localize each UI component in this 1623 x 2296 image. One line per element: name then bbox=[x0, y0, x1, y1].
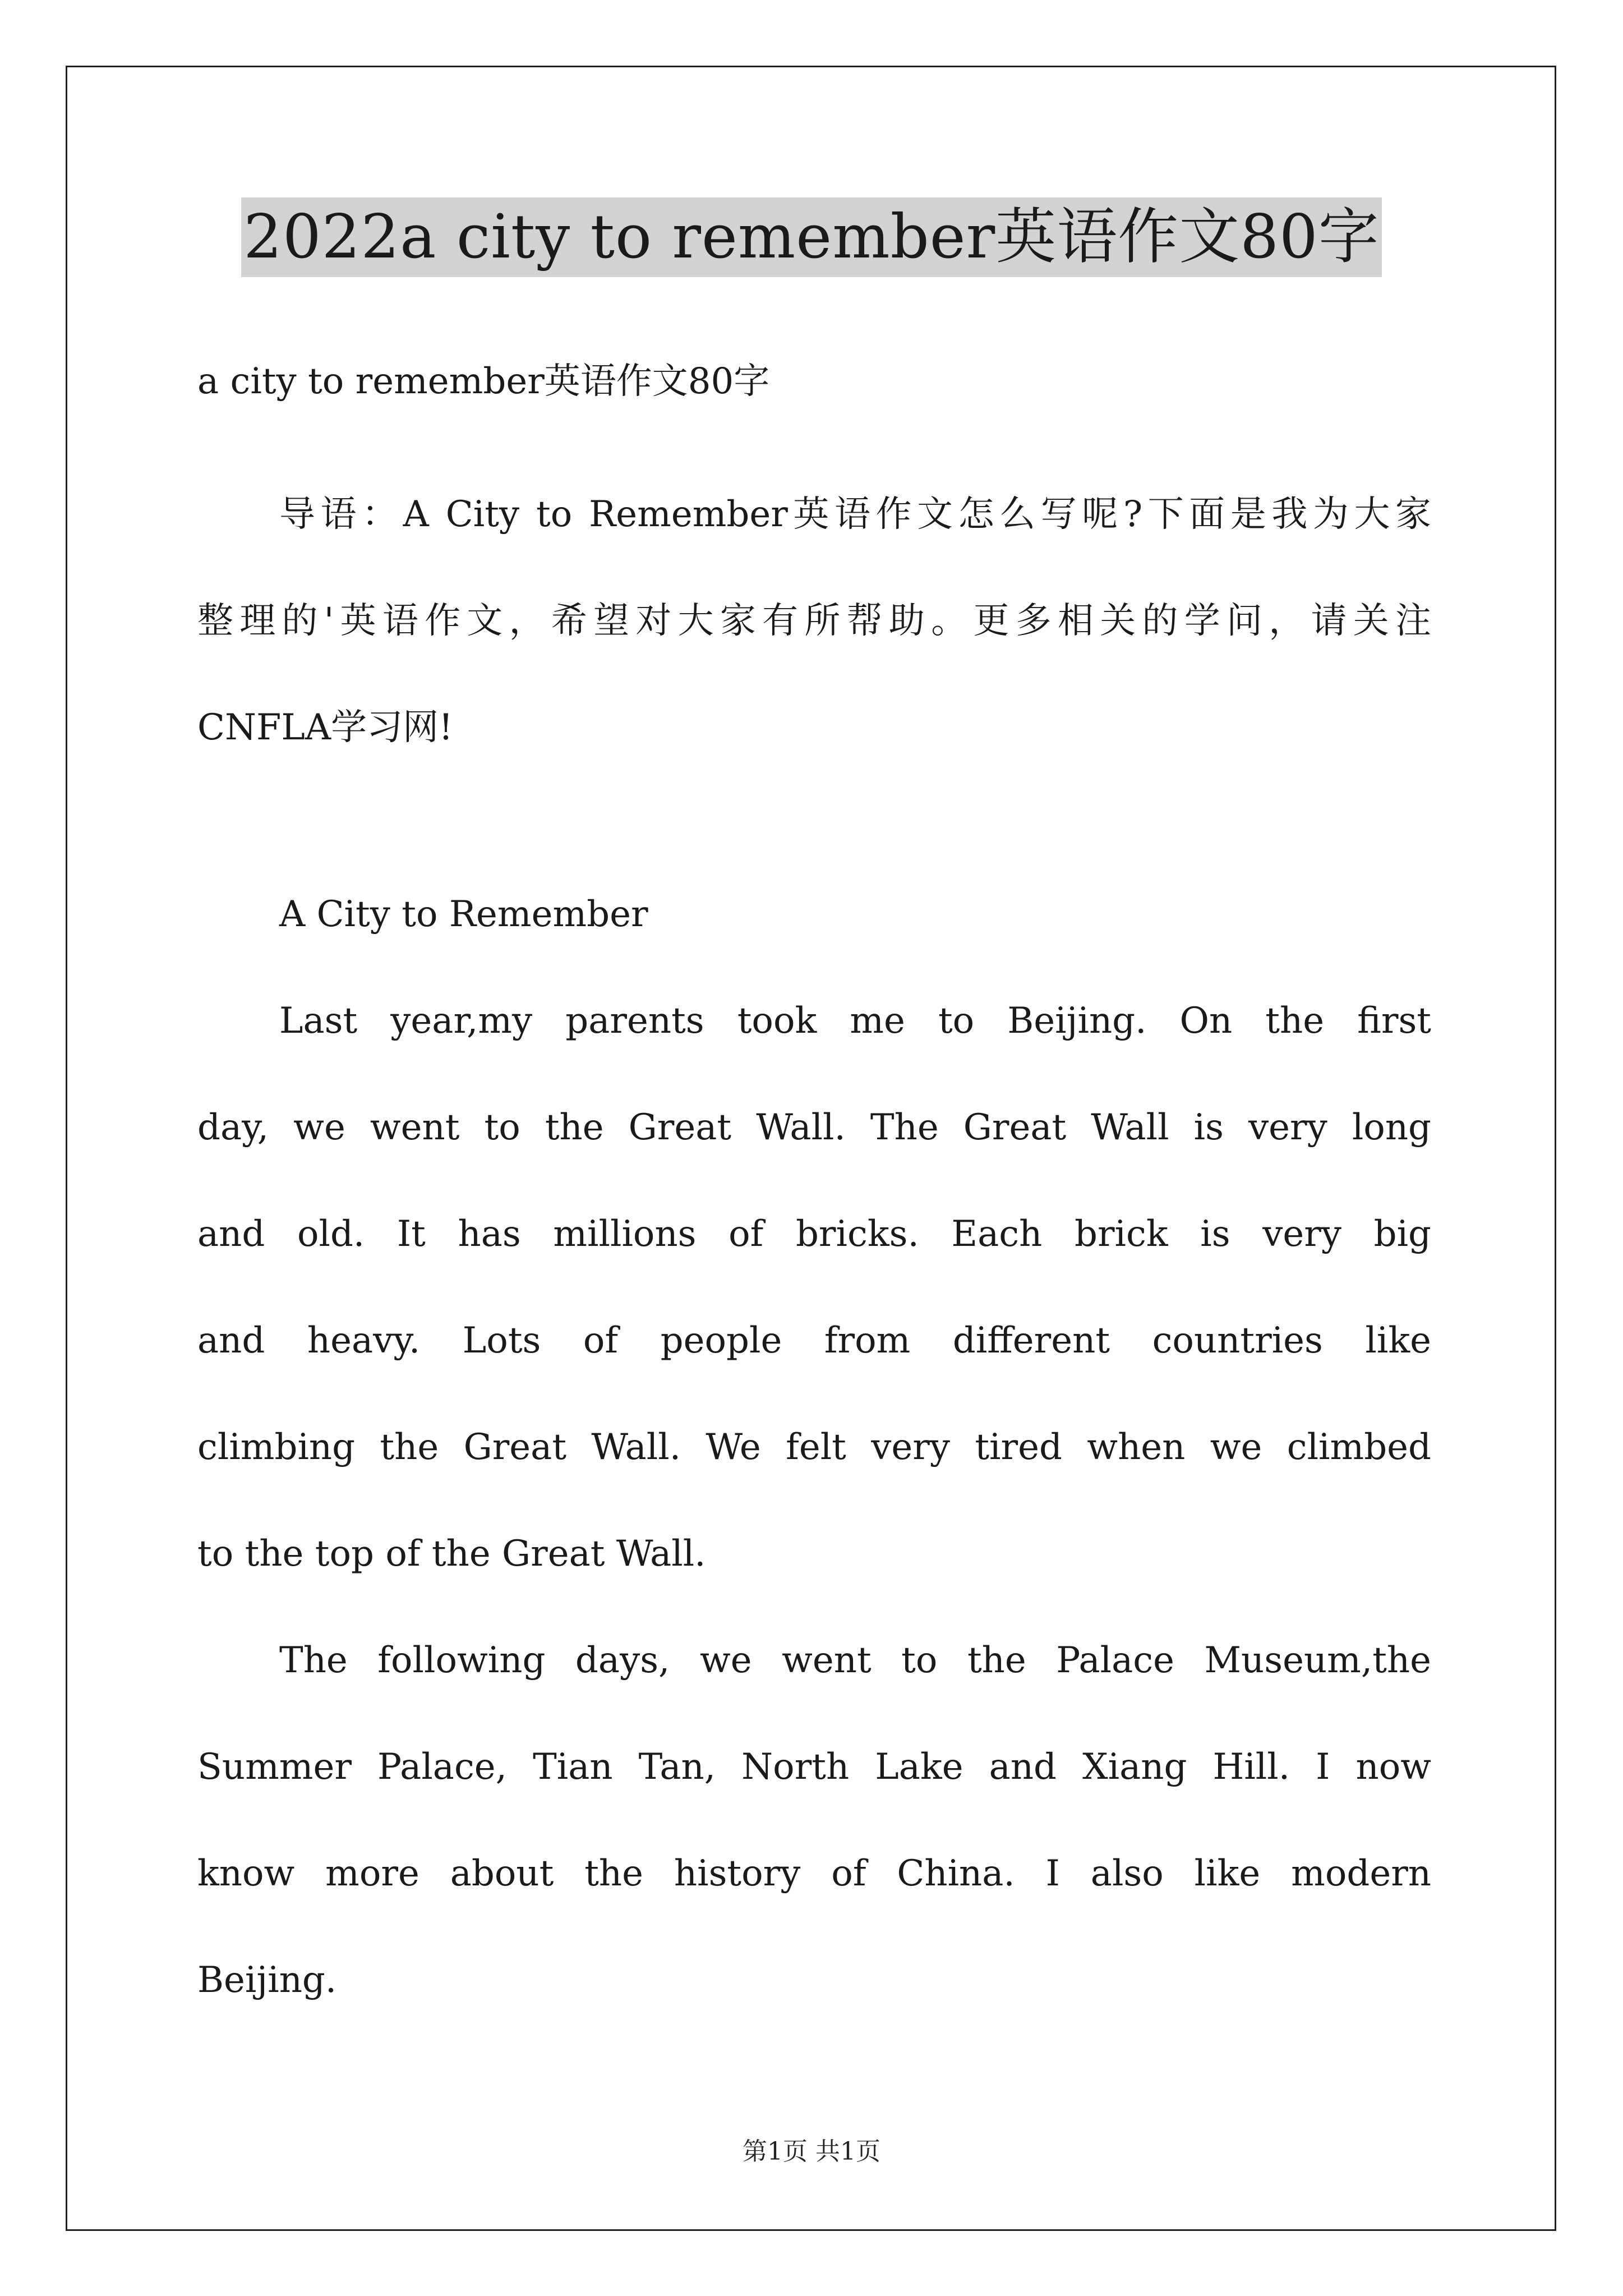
essay-line: know more about the history of China. I also like modern bbox=[197, 1853, 1431, 1894]
essay-line: to the top of the Great Wall. bbox=[197, 1533, 706, 1575]
intro-paragraph bbox=[197, 461, 1431, 781]
essay-line: The following days, we went to the Palace Museum,the bbox=[279, 1640, 1431, 1681]
page-footer: 第1页 共1页 bbox=[743, 2137, 880, 2166]
intro-line: 导语：A City to Remember英语作文怎么写呢?下面是我为大家 bbox=[279, 494, 1431, 535]
document-subtitle: a city to remember英语作文80字 bbox=[197, 361, 770, 402]
essay-line: Summer Palace, Tian Tan, North Lake and Xiang Hill. I now bbox=[197, 1746, 1431, 1788]
essay-line: and old. It has millions of bricks. Each brick is very big bbox=[197, 1213, 1431, 1255]
essay-line: climbing the Great Wall. We felt very tired when we climbed bbox=[197, 1427, 1431, 1468]
essay-line: day, we went to the Great Wall. The Great Wall is very long bbox=[197, 1107, 1431, 1148]
essay-line: and heavy. Lots of people from different countries like bbox=[197, 1320, 1431, 1361]
essay-line: Last year,my parents took me to Beijing. On the first bbox=[279, 1000, 1431, 1042]
intro-line: CNFLA学习网! bbox=[197, 707, 453, 748]
essay-line: Beijing. bbox=[197, 1959, 337, 2001]
intro-line: 整理的'英语作文，希望对大家有所帮助。更多相关的学问，请关注 bbox=[197, 600, 1431, 642]
document-title: 2022a city to remember英语作文80字 bbox=[241, 197, 1381, 277]
title-container bbox=[0, 197, 1623, 277]
essay-heading: A City to Remember bbox=[279, 894, 648, 935]
